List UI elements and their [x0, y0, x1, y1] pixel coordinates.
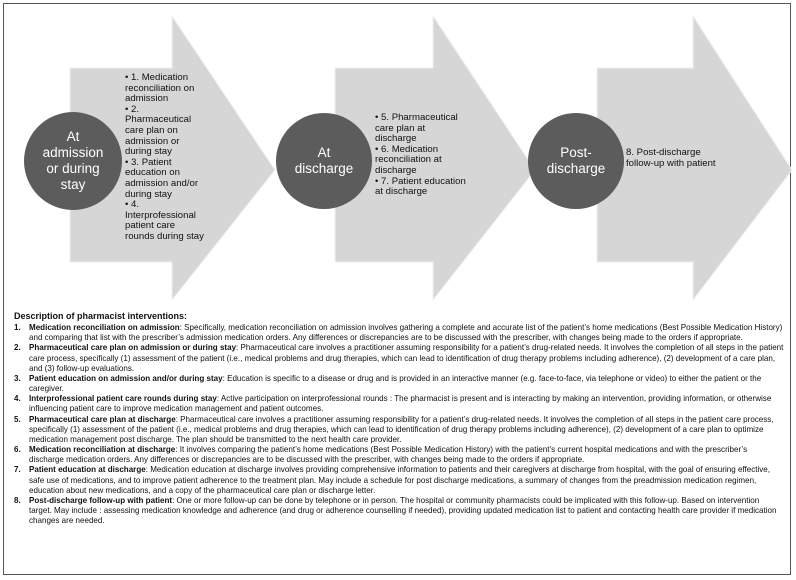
step-8: 8. Post-discharge follow-up with patient: [626, 147, 716, 169]
intervention-item: 1. Medication reconciliation on admission: Specifically, medication reconciliation on admission involves gathering a complete and accurate list of the patient’s home medications (Best Possible Medication History) and comparing that list with the prescriber’s admission medication orders. Any differences or discrepancies are to be discussed with the prescriber, with changes being made to the orders if appropriate.: [14, 323, 783, 343]
stage-1-label: At admission or during stay: [42, 129, 104, 192]
step-6: • 6. Medication reconciliation at discharge: [375, 143, 442, 176]
intervention-item: 8. Post-discharge follow-up with patient: One or more follow-up can be done by telephone or in person. The hospital or community pharmacists could be implicated with this follow-up. Based on intervention target. May include : assessing medication knowledge and adherence (and drug or adherence counselling if needed), providing updated medication list to patient and contacting health care provider if medication changes are needed.: [14, 495, 777, 526]
stage-1-circle: [24, 112, 122, 210]
intervention-item: 3. Patient education on admission and/or during stay: Education is specific to a disease or drug and is provided in an interactive manner (e.g. face-to-face, via telephone or video) to either the patient or the caregiver.: [14, 373, 762, 394]
intervention-item: 6. Medication reconciliation at discharge: It involves comparing the patient’s home medications (Best Possible Medication History) with the patient’s current hospital medications and with the prescriber’s discharge medication orders. Any differences or discrepancies are to be discussed with the prescriber, with changes being made to the orders if appropriate.: [14, 445, 748, 465]
stage-2-circle: [276, 113, 372, 209]
step-1: • 1. Medication reconciliation on admission: [125, 72, 195, 105]
step-7: • 7. Patient education at discharge: [375, 175, 466, 198]
stage-3-steps: [626, 148, 718, 169]
interventions-description: [14, 311, 784, 526]
interventions-list: [14, 323, 784, 526]
step-3: • 3. Patient education on admission and/or during stay: [125, 156, 199, 200]
description-title: Description of pharmacist interventions:: [14, 311, 188, 321]
intervention-item: 2. Pharmaceutical care plan on admission or during stay: Pharmaceutical care involves a practitioner assuming responsibility for a patient’s drug-related needs. It involves the completion of all steps in the patient care process, specifically (1) assessment of the patient (i.e., medical problems and drug therapies, which can lead to identification of drug therapy problems including adherence), (2) development of a care plan, and (3) follow-up evaluations.: [14, 343, 784, 373]
stage-2-steps: [375, 113, 467, 198]
stage-3-label: Post- discharge: [546, 145, 606, 176]
stage-3-circle: [528, 113, 624, 209]
stage-1-steps: [125, 73, 205, 243]
intervention-item: 7. Patient education at discharge: Medication education at discharge involves providing comprehensive information to patients and their caregivers at discharge from hospital, with the goal of ensuring effective, safe use of medications, and to improve patient adherence to the treatment plan. May include a schedule for post discharge medications, a summary of changes from the preadmission medication regimen, education about new medications, and a copy of the pharmaceutical care plan or discharge letter.: [14, 465, 770, 495]
step-4: • 4. Interprofessional patient care rounds during stay: [125, 199, 204, 242]
intervention-item: 5. Pharmaceutical care plan at discharge: Pharmaceutical care involves a practitioner assuming responsibility for a patient’s drug-related needs. It involves the completion of all steps in the patient care process, specifically (1) assessment of the patient (i.e., medical problems and drug therapies, which can lead to identification of drug therapy problems including adherence), (2) development of a care plan to optimize medication management post discharge. The plan should be transmitted to the next health care provider.: [14, 414, 774, 444]
step-2: • 2. Pharmaceutical care plan on admission or during stay: [125, 103, 192, 158]
step-5: • 5. Pharmaceutical care plan at discharge: [375, 112, 458, 145]
stage-2-label: At discharge: [294, 145, 354, 176]
intervention-item: 4. Interprofessional patient care rounds during stay: Active participation on interprofessional rounds : The pharmacist is present and is interacting by making an intervention, providing information, or otherwise influencing patient care to improve medication management and patient outcomes.: [14, 394, 772, 414]
